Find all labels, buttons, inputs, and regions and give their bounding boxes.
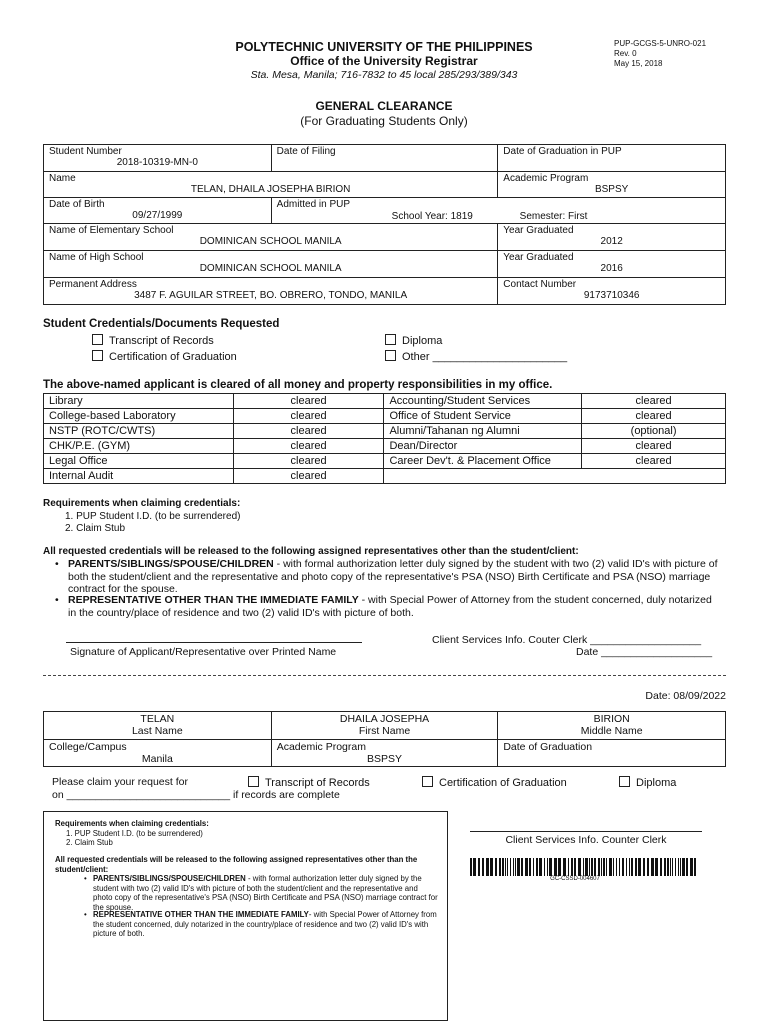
address-label: Permanent Address (49, 279, 137, 290)
name-label: Name (49, 173, 76, 184)
date-of-graduation-cell (498, 145, 726, 172)
office-status: cleared (582, 394, 726, 409)
claim-text-2: on ____________________________ if records are complete (52, 789, 340, 801)
requirement-item: 2. Claim Stub (65, 523, 126, 534)
signature-label: Signature of Applicant/Representative over Printed Name (70, 646, 337, 658)
office-name: NSTP (ROTC/CWTS) (44, 424, 234, 439)
clearance-row (44, 394, 726, 409)
stub-option-diploma[interactable] (619, 776, 676, 789)
office-status: cleared (233, 439, 384, 454)
checkbox-icon[interactable] (385, 350, 396, 361)
office-name: Alumni/Tahanan ng Alumni (384, 424, 582, 439)
stub-graduation-label: Date of Graduation (503, 741, 593, 753)
stub-option-certification-label: Certification of Graduation (439, 777, 567, 789)
elem-year-value: 2012 (600, 236, 623, 247)
school-year-value: School Year: 1819 (391, 211, 473, 222)
office-status: cleared (582, 454, 726, 469)
stub-clerk-label: Client Services Info. Counter Clerk (505, 834, 667, 846)
stub-last-name: TELAN (140, 713, 175, 725)
form-subtitle: (For Graduating Students Only) (300, 114, 468, 128)
representative-item-family (55, 558, 718, 596)
elem-year-label: Year Graduated (503, 225, 574, 236)
office-name: Accounting/Student Services (384, 394, 582, 409)
office-name: Legal Office (44, 454, 234, 469)
admitted-cell (271, 198, 725, 224)
stub-graduation-cell (498, 740, 726, 767)
representative-other-text: - with Special Power of Attorney from the student concerned, duly notarized in the country/place of residence and two (2) valid ID's with picture of both. (68, 594, 712, 619)
checkbox-icon[interactable] (422, 776, 433, 787)
checkbox-icon[interactable] (248, 776, 259, 787)
office-status: cleared (582, 439, 726, 454)
name-cell (44, 172, 498, 198)
form-code-block (614, 39, 706, 69)
office-name: College-based Laboratory (44, 409, 234, 424)
instructions-box (43, 811, 448, 1021)
elem-year-cell (498, 224, 726, 251)
stub-option-diploma-label: Diploma (636, 777, 677, 789)
cut-line (43, 675, 726, 676)
student-number-value: 2018-10319-MN-0 (116, 157, 198, 168)
box-rep-other (84, 910, 438, 939)
office-name: Career Dev't. & Placement Office (384, 454, 582, 469)
office-status: cleared (233, 409, 384, 424)
dob-label: Date of Birth (49, 199, 105, 210)
credential-transcript-label: Transcript of Records (109, 335, 214, 347)
requirements-heading: Requirements when claiming credentials: (43, 498, 241, 509)
semester-value: Semester: First (519, 211, 588, 222)
form-revision: Rev. 0 (614, 49, 637, 58)
office-name: Office of Student Service (384, 409, 582, 424)
contact-cell (498, 278, 726, 305)
form-date: May 15, 2018 (614, 59, 663, 68)
bullet-icon: • (55, 594, 59, 606)
stub-college-label: College/Campus (49, 741, 127, 753)
credentials-heading: Student Credentials/Documents Requested (43, 318, 280, 330)
office-status: cleared (233, 394, 384, 409)
stub-college-cell (44, 740, 272, 767)
checkbox-icon[interactable] (385, 334, 396, 345)
university-address: Sta. Mesa, Manila; 716-7832 to 45 local 285/293/389/343 (250, 69, 518, 81)
hs-year-value: 2016 (600, 263, 623, 274)
checkbox-icon[interactable] (92, 350, 103, 361)
credential-diploma-label: Diploma (402, 335, 443, 347)
hs-school-cell (44, 251, 498, 278)
stub-date: Date: 08/09/2022 (645, 690, 726, 702)
date-of-filing-cell (271, 145, 498, 172)
elem-school-cell (44, 224, 498, 251)
office-status: (optional) (582, 424, 726, 439)
checkbox-icon[interactable] (92, 334, 103, 345)
university-name: POLYTECHNIC UNIVERSITY OF THE PHILIPPINES (235, 40, 533, 54)
credential-transcript[interactable] (92, 334, 214, 347)
credential-other[interactable] (385, 350, 567, 363)
stub-program-cell (271, 740, 498, 767)
stub-last-name-cell (44, 712, 272, 740)
stub-clerk-signature-line[interactable] (470, 831, 702, 832)
clerk-date-label: Date ___________________ (576, 646, 713, 658)
box-rep-other-title: REPRESENTATIVE OTHER THAN THE IMMEDIATE FAMILY (93, 910, 309, 919)
bullet-icon: • (84, 874, 87, 883)
address-value: 3487 F. AGUILAR STREET, BO. OBRERO, TONDO, MANILA (134, 290, 408, 301)
office-status: cleared (233, 424, 384, 439)
office-status: cleared (233, 454, 384, 469)
hs-school-value: DOMINICAN SCHOOL MANILA (199, 263, 342, 274)
box-rep-family-title: PARENTS/SIBLINGS/SPOUSE/CHILDREN (93, 874, 246, 883)
address-cell (44, 278, 498, 305)
clearance-row (44, 469, 726, 484)
bullet-icon: • (55, 558, 59, 570)
stub-middle-name-cell (498, 712, 726, 740)
representative-other-title: REPRESENTATIVE OTHER THAN THE IMMEDIATE FAMILY (68, 594, 359, 606)
office-name: Dean/Director (384, 439, 582, 454)
representative-family-text: - with formal authorization letter duly signed by the student with two (2) valid ID's with picture of both the student/client and the representative and photo copy of the representative's PSA (NSO) Birth Certificate and PSA (NSO) marriage contract for the spouse. (68, 558, 718, 595)
box-req-item: 2. Claim Stub (66, 838, 113, 847)
academic-program-value: BSPSY (594, 184, 629, 195)
form-code: PUP-GCGS-5-UNRO-021 (614, 39, 707, 48)
stub-program-label: Academic Program (276, 741, 366, 753)
stub-option-transcript[interactable] (248, 776, 370, 789)
barcode-icon (470, 858, 702, 876)
date-of-graduation-label: Date of Graduation in PUP (503, 146, 622, 157)
credential-other-label: Other ______________________ (402, 351, 568, 363)
stub-last-name-label: Last Name (131, 725, 183, 737)
contact-label: Contact Number (503, 279, 577, 290)
barcode-text: GC-CSSD-004607 (550, 876, 600, 882)
box-rep-heading: All requested credentials will be released to the following assigned representatives other than the student/client: (55, 855, 418, 874)
name-value: TELAN, DHAILA JOSEPHA BIRION (190, 184, 351, 195)
dob-value: 09/27/1999 (132, 210, 183, 221)
student-number-cell (44, 145, 272, 172)
hs-year-cell (498, 251, 726, 278)
clearance-row (44, 454, 726, 469)
requirement-item: 1. PUP Student I.D. (to be surrendered) (65, 511, 241, 522)
clerk-signature-label: Client Services Info. Couter Clerk ___________________ (432, 634, 702, 646)
empty-cell (384, 469, 726, 484)
date-of-filing-label: Date of Filing (276, 146, 336, 157)
clearance-row (44, 424, 726, 439)
bullet-icon: • (84, 910, 87, 919)
student-info-table (43, 144, 726, 305)
office-name: Office of the University Registrar (290, 54, 478, 68)
office-name: Internal Audit (44, 469, 234, 484)
representative-family-title: PARENTS/SIBLINGS/SPOUSE/CHILDREN (68, 558, 274, 570)
office-status: cleared (233, 469, 384, 484)
stub-option-transcript-label: Transcript of Records (265, 777, 370, 789)
student-number-label: Student Number (49, 146, 122, 157)
credential-certification[interactable] (92, 350, 237, 363)
credential-diploma[interactable] (385, 334, 442, 347)
signature-line[interactable] (66, 642, 362, 643)
hs-school-label: Name of High School (49, 252, 144, 263)
stub-program-value: BSPSY (367, 753, 403, 765)
stub-name-table (43, 711, 726, 767)
dob-cell (44, 198, 272, 224)
hs-year-label: Year Graduated (503, 252, 574, 263)
stub-middle-name-label: Middle Name (580, 725, 643, 737)
clearance-table (43, 393, 726, 484)
box-rep-family (84, 874, 438, 912)
elem-school-value: DOMINICAN SCHOOL MANILA (199, 236, 342, 247)
form-title: GENERAL CLEARANCE (315, 99, 453, 113)
stub-first-name-cell (271, 712, 498, 740)
representatives-heading: All requested credentials will be released to the following assigned representatives other than the student/client: (43, 546, 579, 557)
stub-college-value: Manila (141, 753, 173, 765)
checkbox-icon[interactable] (619, 776, 630, 787)
contact-value: 9173710346 (583, 290, 640, 301)
stub-first-name: DHAILA JOSEPHA (339, 713, 430, 725)
stub-middle-name: BIRION (593, 713, 630, 725)
admitted-label: Admitted in PUP (276, 199, 351, 210)
clearance-row (44, 439, 726, 454)
clearance-row (44, 409, 726, 424)
academic-program-label: Academic Program (503, 173, 589, 184)
box-req-heading: Requirements when claiming credentials: (55, 819, 209, 828)
office-status: cleared (582, 409, 726, 424)
box-rep-family-text: - with formal authorization letter duly signed by the student with two (2) valid ID's with picture of both the student/client and the representative and photo copy of the representative's PSA (NSO) Birth Certificate and PSA (NSO) marriage contract for the spouse. (93, 874, 438, 912)
elem-school-label: Name of Elementary School (49, 225, 174, 236)
academic-program-cell (498, 172, 726, 198)
credential-certification-label: Certification of Graduation (109, 351, 237, 363)
stub-first-name-label: First Name (358, 725, 411, 737)
box-rep-other-text: - with Special Power of Attorney from the student concerned, duly notarized in the country/place of residence and two (2) valid ID's with picture of both. (93, 910, 437, 938)
representative-item-other (55, 594, 718, 619)
office-name: CHK/P.E. (GYM) (44, 439, 234, 454)
stub-option-certification[interactable] (422, 776, 567, 789)
box-req-item: 1. PUP Student I.D. (to be surrendered) (66, 829, 203, 838)
claim-text-1: Please claim your request for (52, 776, 188, 788)
clearance-heading: The above-named applicant is cleared of all money and property responsibilities in my office. (43, 379, 553, 391)
office-name: Library (44, 394, 234, 409)
